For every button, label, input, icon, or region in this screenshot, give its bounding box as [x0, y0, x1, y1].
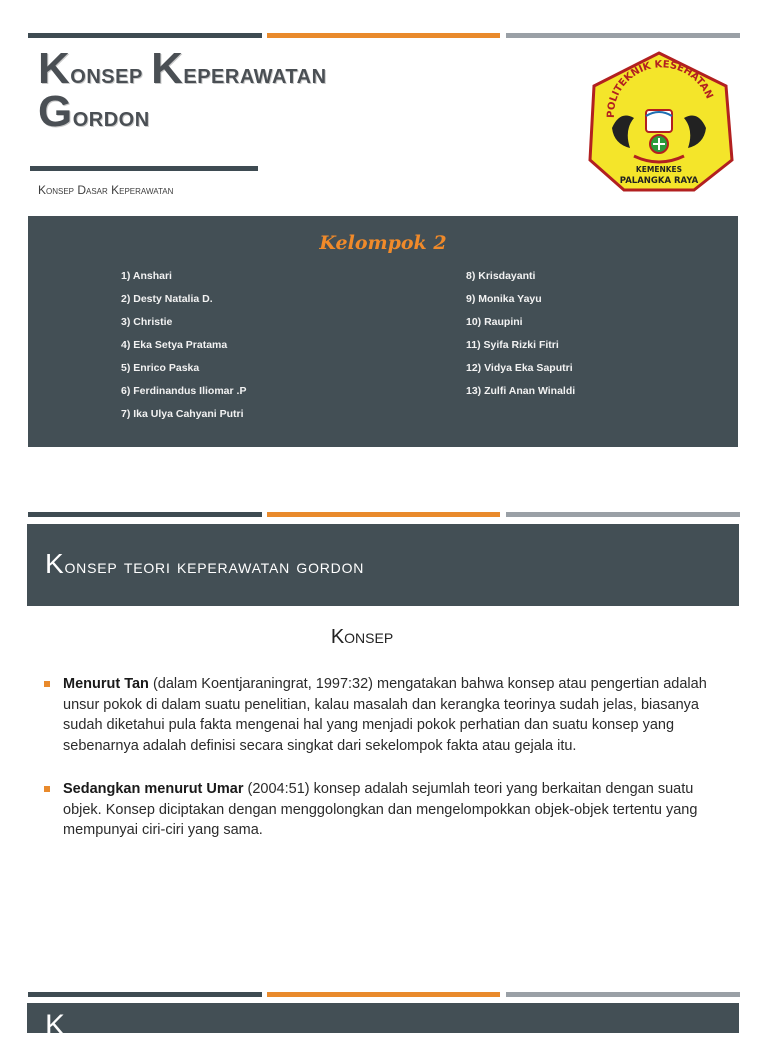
group-title: Kelompok 2	[319, 232, 447, 254]
slide2-title-band	[27, 524, 739, 606]
list-item: 12) Vidya Eka Saputri	[466, 362, 573, 374]
list-item: 7) Ika Ulya Cahyani Putri	[121, 408, 244, 420]
slide2-bar-orange	[267, 512, 500, 517]
list-item: 6) Ferdinandus Iliomar .P	[121, 385, 247, 397]
list-item: 10) Raupini	[466, 316, 523, 328]
bullet-item: Menurut Tan (dalam Koentjaraningrat, 1997:32) mengatakan bahwa konsep atau pengertian adalah unsur pokok di dalam suatu penelitian, kalau masalah dan kerangka teorinya sudah jelas, biasanya sudah diketahui pula fakta mengenai hal yang menjadi pokok perhatian dan suatu konsep yang sebenarnya adalah definisi secara singkat dari sekelompok fakta atau gejala itu.	[44, 674, 724, 756]
section-heading: Konsep	[330, 626, 394, 648]
slide2-bar-gray	[506, 512, 740, 517]
member-list-right	[466, 268, 575, 406]
title-underline	[30, 166, 258, 171]
list-item: 9) Monika Yayu	[466, 293, 542, 305]
top-bar-orange	[267, 33, 500, 38]
slide-title: Konsep Keperawatan Gordon	[38, 44, 327, 136]
member-list-left	[121, 268, 246, 429]
list-item: 11) Syifa Rizki Fitri	[466, 339, 559, 351]
list-item: 2) Desty Natalia D.	[121, 293, 213, 305]
slide2-bar-dark	[28, 512, 262, 517]
list-item: 13) Zulfi Anan Winaldi	[466, 385, 576, 397]
logo-arc-text: POLITEKNIK KESEHATAN	[605, 59, 715, 119]
list-item: 8) Krisdayanti	[466, 270, 536, 282]
slide3-bar-gray	[506, 992, 740, 997]
poltekkes-emblem-icon	[584, 48, 734, 198]
top-bar-gray	[506, 33, 740, 38]
group-panel	[28, 216, 738, 447]
logo-line1: KEMENKES	[635, 165, 683, 174]
bullet-square-icon	[44, 786, 50, 792]
slide3-bar-orange	[267, 992, 500, 997]
bullet-item: Sedangkan menurut Umar (2004:51) konsep adalah sejumlah teori yang berkaitan dengan suatu objek. Konsep diciptakan dengan menggolongkan dan mengelompokkan objek-objek tertentu yang mempunyai ciri-ciri yang sama.	[44, 779, 724, 841]
slide3-bar-dark	[28, 992, 262, 997]
top-bar-dark	[28, 33, 262, 38]
slide-subtitle: Konsep Dasar Keperawatan	[38, 183, 174, 197]
list-item: 1) Anshari	[121, 270, 172, 282]
slide2-title: Konsep teori keperawatan gordon	[45, 548, 365, 579]
bullet-square-icon	[44, 681, 50, 687]
slide3-title: K	[45, 1009, 66, 1042]
logo-line2: PALANGKA RAYA	[619, 176, 699, 186]
slide3-title-band	[27, 1003, 739, 1042]
list-item: 5) Enrico Paska	[121, 362, 200, 374]
list-item: 3) Christie	[121, 316, 173, 328]
list-item: 4) Eka Setya Pratama	[121, 339, 228, 351]
